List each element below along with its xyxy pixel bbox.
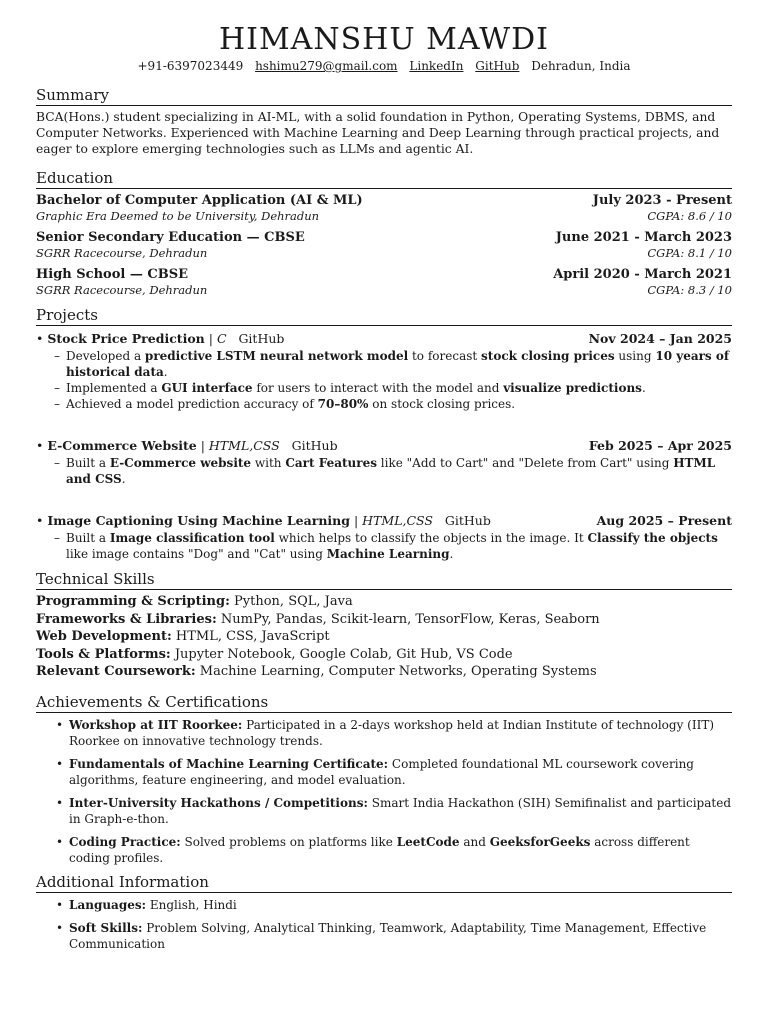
project-name: Image Captioning Using Machine Learning: [47, 513, 350, 528]
education-section: [36, 169, 732, 298]
education-degree: High School — CBSE: [36, 267, 189, 282]
skills-section: [36, 570, 732, 681]
skill-row: Frameworks & Libraries: NumPy, Pandas, Scikit-learn, TensorFlow, Keras, Seaborn: [36, 611, 600, 627]
project-item: • Stock Price Prediction | C GitHub Nov 2024 – Jan 2025 – Developed a predictive LSTM neural network model to forecast stock closing prices using 10 years of historical data. – Implemented a GUI interface for users to interact with the model and visualize predictions. – Achieved a model prediction accuracy of 70–80% on stock closing prices.: [36, 330, 732, 412]
project-separator: |: [349, 513, 363, 528]
github-link[interactable]: GitHub: [475, 59, 520, 73]
project-tech: HTML,CSS: [208, 438, 280, 453]
skill-row: Web Development: HTML, CSS, JavaScript: [36, 629, 330, 644]
section-title-education: Education: [36, 169, 732, 189]
project-github-link[interactable]: GitHub: [291, 438, 338, 453]
education-grade: CGPA: 8.3 / 10: [647, 283, 732, 297]
education-dates: June 2021 - March 2023: [555, 230, 732, 245]
project-bullet: – Built a Image classification tool which helps to classify the objects in the image. It Classify the objects like image contains "Dog" and "Cat" using Machine Learning.: [54, 530, 732, 562]
project-tech: HTML,CSS: [362, 513, 433, 528]
education-school: SGRR Racecourse, Dehradun: [36, 283, 208, 297]
education-school: Graphic Era Deemed to be University, Dehradun: [36, 209, 320, 223]
project-name: E-Commerce Website: [47, 438, 197, 453]
education-degree: Senior Secondary Education — CBSE: [36, 230, 305, 245]
project-github-link[interactable]: GitHub: [444, 513, 491, 528]
education-dates: April 2020 - March 2021: [553, 267, 732, 282]
project-bullet: – Developed a predictive LSTM neural network model to forecast stock closing prices using 10 years of historical data.: [54, 348, 732, 380]
project-separator: |: [196, 438, 209, 453]
phone-number: +91-6397023449: [137, 59, 244, 73]
education-dates: July 2023 - Present: [592, 193, 732, 208]
project-bullet: – Built a E-Commerce website with Cart Features like "Add to Cart" and "Delete from Cart" using HTML and CSS.: [54, 455, 732, 487]
section-title-summary: Summary: [36, 86, 732, 106]
section-title-projects: Projects: [36, 306, 732, 326]
skills-list: [36, 593, 732, 681]
achievement-item: • Inter-University Hackathons / Competitions: Smart India Hackathon (SIH) Semifinalist and participated in Graph-e-thon.: [69, 795, 732, 827]
achievement-item: • Fundamentals of Machine Learning Certificate: Completed foundational ML coursework covering algorithms, feature engineering, and model evaluation.: [69, 756, 732, 788]
candidate-name: HIMANSHU MAWDI: [218, 22, 550, 57]
additional-item: • Languages: English, Hindi: [69, 897, 732, 913]
project-separator: |: [204, 331, 217, 346]
skill-row: Tools & Platforms: Jupyter Notebook, Google Colab, Git Hub, VS Code: [36, 646, 513, 662]
summary-text: BCA(Hons.) student specializing in AI-ML, with a solid foundation in Python, Operating Systems, DBMS, and Computer Networks. Experienced with Machine Learning and Deep Learning through practical projects, and eager to explore emerging technologies such as LLMs and agentic AI.: [36, 110, 720, 156]
additional-item: • Soft Skills: Problem Solving, Analytical Thinking, Teamwork, Adaptability, Time Management, Effective Communication: [69, 920, 732, 952]
project-bullet: – Achieved a model prediction accuracy of 70–80% on stock closing prices.: [54, 396, 732, 412]
project-item: • E-Commerce Website | HTML,CSS GitHub Feb 2025 – Apr 2025 – Built a E-Commerce website with Cart Features like "Add to Cart" and "Delete from Cart" using HTML and CSS.: [36, 437, 732, 487]
email-link[interactable]: hshimu279@gmail.com: [255, 59, 398, 73]
education-grade: CGPA: 8.1 / 10: [647, 246, 732, 260]
project-item: • Image Captioning Using Machine Learning | HTML,CSS GitHub Aug 2025 – Present – Built a Image classification tool which helps to classify the objects in the image. It Classify the objects like image contains "Dog" and "Cat" using Machine Learning.: [36, 512, 732, 562]
resume-page: [36, 0, 732, 952]
linkedin-link[interactable]: LinkedIn: [409, 59, 464, 73]
section-title-skills: Technical Skills: [36, 570, 732, 590]
projects-section: [36, 306, 732, 562]
section-title-additional: Additional Information: [36, 873, 732, 893]
section-title-achievements: Achievements & Certifications: [36, 693, 732, 713]
summary-section: [36, 86, 732, 157]
project-github-link[interactable]: GitHub: [238, 331, 285, 346]
achievements-section: [36, 693, 732, 866]
education-item: [36, 229, 732, 261]
achievement-item: • Coding Practice: Solved problems on platforms like LeetCode and GeeksforGeeks across different coding profiles.: [69, 834, 732, 866]
education-item: [36, 266, 732, 298]
skill-row: Programming & Scripting: Python, SQL, Java: [36, 594, 353, 609]
achievement-item: • Workshop at IIT Roorkee: Participated in a 2-days workshop held at Indian Institute of technology (IIT) Roorkee on innovative technology trends.: [69, 717, 732, 749]
skill-row: Relevant Coursework: Machine Learning, Computer Networks, Operating Systems: [36, 664, 597, 679]
project-dates: Feb 2025 – Apr 2025: [588, 438, 732, 453]
location: Dehradun, India: [531, 59, 631, 73]
education-item: [36, 192, 732, 224]
education-grade: CGPA: 8.6 / 10: [647, 209, 732, 223]
education-degree: Bachelor of Computer Application (AI & ML): [36, 193, 363, 208]
project-dates: Aug 2025 – Present: [596, 513, 732, 528]
project-tech: C: [216, 331, 227, 346]
contact-line: [36, 58, 732, 74]
project-bullet: – Implemented a GUI interface for users to interact with the model and visualize predictions.: [54, 380, 732, 396]
education-school: SGRR Racecourse, Dehradun: [36, 246, 208, 260]
project-dates: Nov 2024 – Jan 2025: [588, 331, 732, 346]
project-name: Stock Price Prediction: [47, 331, 205, 346]
additional-section: [36, 873, 732, 952]
